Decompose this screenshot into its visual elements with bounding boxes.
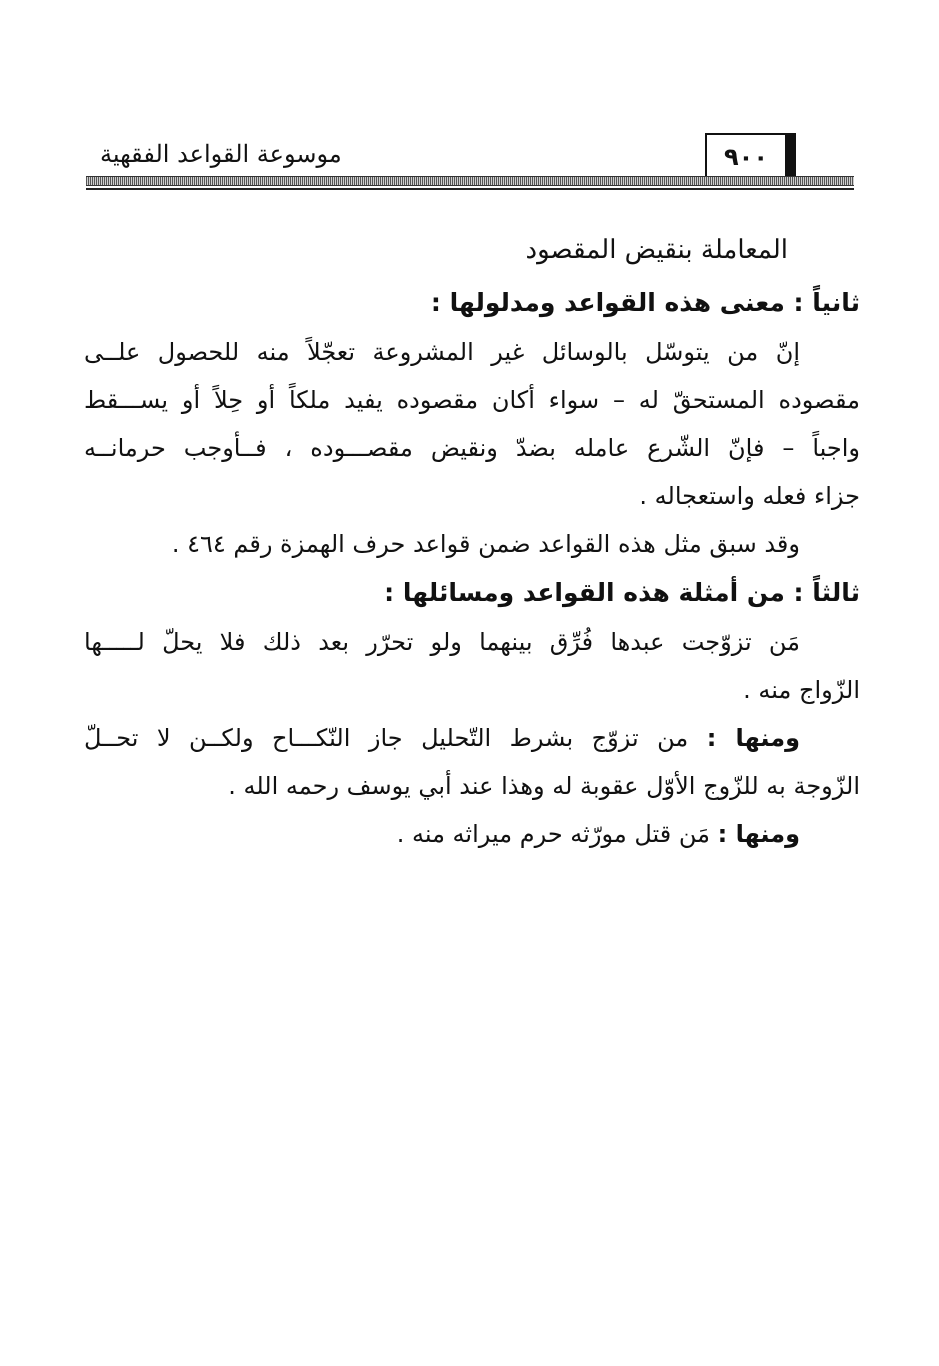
header-rule <box>86 176 854 186</box>
paragraph-line <box>84 810 860 858</box>
paragraph-line: إنّ من يتوسّل بالوسائل غير المشروعة تعجّلاً منه للحصول علــى <box>84 338 800 366</box>
paragraph-line: الزّوجة به للزّوج الأوّل عقوبة له وهذا عند أبي يوسف رحمه الله . <box>228 772 860 800</box>
paragraph-line <box>84 714 860 762</box>
book-title: موسوعة القواعد الفقهية <box>100 140 342 168</box>
paragraph-line: واجباً – فإنّ الشّرع عامله بضدّ ونقيض مقصـــوده ، فــأوجب حرمانــه <box>84 434 860 462</box>
cross-reference-note: وقد سبق مثل هذه القواعد ضمن قواعد حرف الهمزة رقم ٤٦٤ . <box>171 530 800 558</box>
section-heading-meaning: ثانياً : معنى هذه القواعد ومدلولها : <box>430 288 860 317</box>
example-3 <box>84 810 860 858</box>
section-heading-examples: ثالثاً : من أمثلة هذه القواعد ومسائلها : <box>384 578 860 607</box>
paragraph-meaning <box>84 328 860 520</box>
paragraph-line: مقصوده المستحقّ له – سواء أكان مقصوده يفيد ملكاً أو حِلاً أو يســـقط <box>84 386 860 414</box>
paragraph-line: جزاء فعله واستعجاله . <box>639 482 860 510</box>
page-number: ٩٠٠ <box>705 133 787 179</box>
paragraph-line: مَن تزوّجت عبدها فُرِّق بينهما ولو تحرّر بعد ذلك فلا يحلّ لـــــها <box>84 628 800 656</box>
example-label: ومنها : <box>706 724 800 752</box>
page-number-bar <box>787 133 796 181</box>
example-text: من تزوّج بشرط التّحليل جاز النّكـــاح ولكــن لا تحــلّ <box>84 724 689 752</box>
example-2 <box>84 714 860 810</box>
example-label: ومنها : <box>717 820 800 848</box>
page-body <box>84 222 860 858</box>
header-rule-thin <box>86 188 854 190</box>
paragraph-line: الزّواج منه . <box>743 676 860 704</box>
example-1 <box>84 618 860 714</box>
example-text: مَن قتل مورّثه حرم ميراثه منه . <box>396 820 710 848</box>
continued-title-line: المعاملة بنقيض المقصود <box>525 235 788 265</box>
